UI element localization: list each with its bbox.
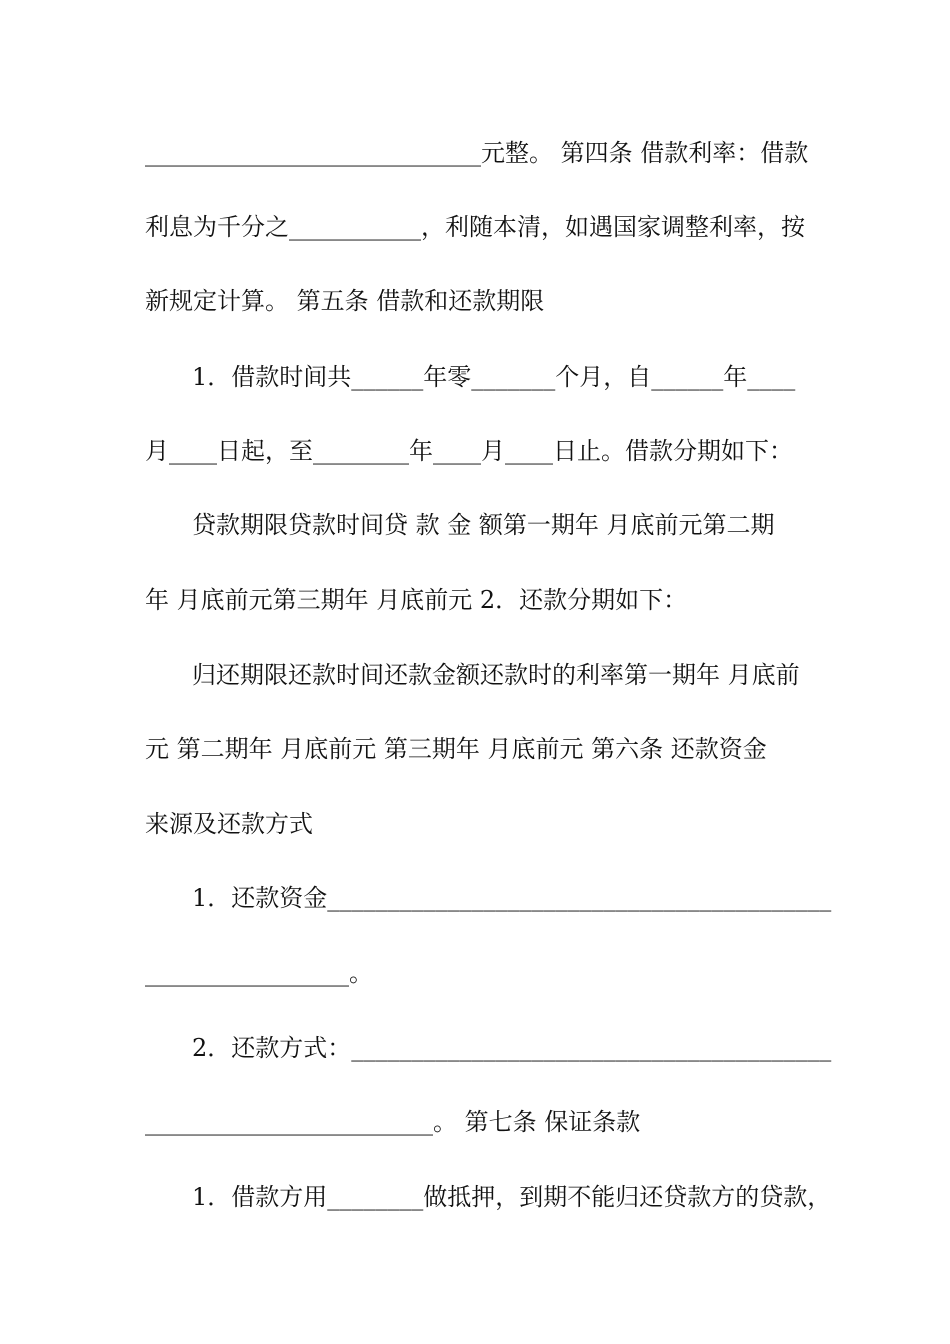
text-line: 1．借款时间共______年零_______个月，自______年____ [192,363,796,391]
text-line: 1．借款方用________做抵押，到期不能归还贷款方的贷款， [192,1183,832,1211]
text-line: 新规定计算。 第五条 借款和还款期限 [145,287,545,315]
text-line: 1．还款资金__________________________________________ [192,884,832,912]
text-line: ____________________________元整。 第四条 借款利率：借款 [145,139,809,167]
text-line: 归还期限还款时间还款金额还款时的利率第一期年 月底前 [192,661,800,689]
text-line: 元 第二期年 月底前元 第三期年 月底前元 第六条 还款资金 [145,735,767,763]
text-line: ________________________。 第七条 保证条款 [145,1108,641,1136]
text-line: 利息为千分之___________，利随本清，如遇国家调整利率，按 [145,213,805,241]
text-line: 来源及还款方式 [145,810,313,838]
text-line: 月____日起，至________年____月____日止。借款分期如下： [145,437,793,465]
text-line: 2．还款方式：________________________________________ [192,1034,832,1062]
text-line: 贷款期限贷款时间贷 款 金 额第一期年 月底前元第二期 [192,511,775,539]
text-line: _________________。 [145,959,373,987]
text-line: 年 月底前元第三期年 月底前元 2．还款分期如下： [145,586,688,614]
